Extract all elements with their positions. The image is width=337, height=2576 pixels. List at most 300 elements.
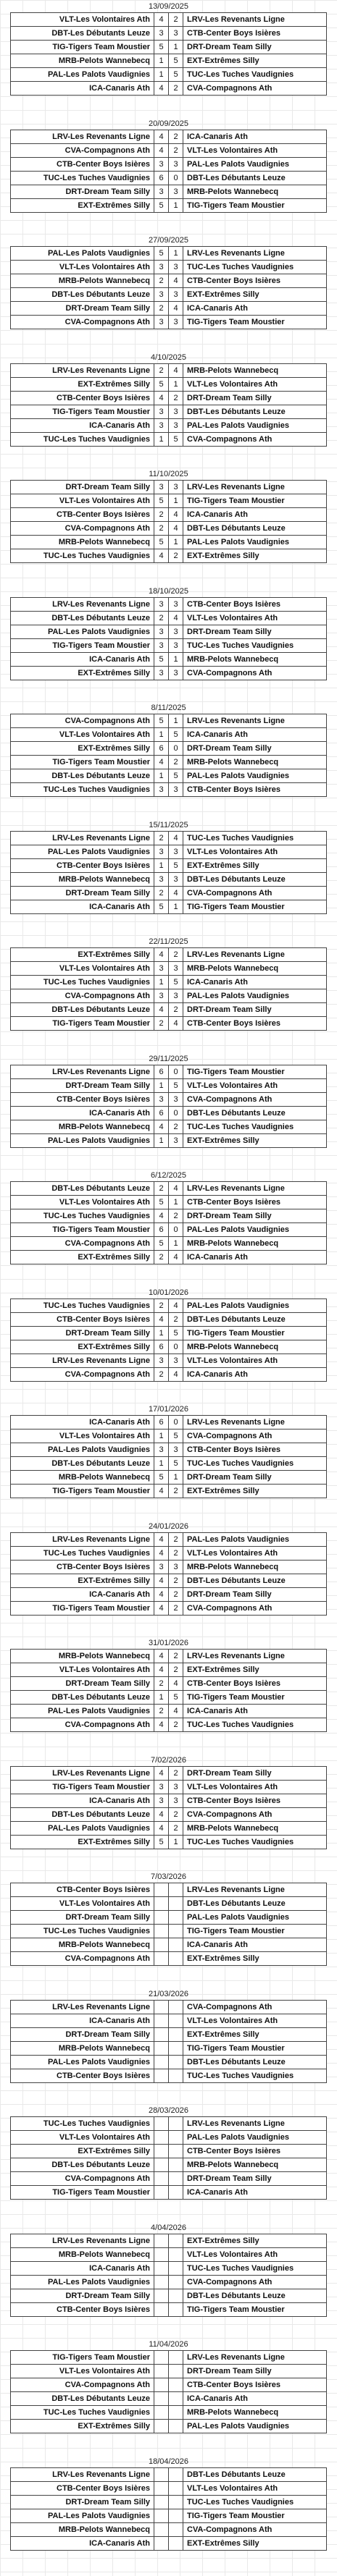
matchday-block <box>10 1 327 96</box>
away-score-cell: 2 <box>169 756 183 769</box>
table-row <box>11 2172 327 2186</box>
away-score-cell: 3 <box>169 1092 183 1106</box>
table-row <box>11 508 327 522</box>
matches-table <box>10 1065 327 1148</box>
home-score-cell: 5 <box>154 536 169 549</box>
away-team-cell: TUC-Les Tuches Vaudignies <box>183 68 327 82</box>
home-team-cell: TUC-Les Tuches Vaudignies <box>11 1298 154 1312</box>
away-score-cell <box>169 1938 183 1952</box>
away-score-cell: 4 <box>169 1367 183 1381</box>
away-score-cell: 0 <box>169 1106 183 1120</box>
matches-table <box>10 1532 327 1616</box>
table-row <box>11 1663 327 1677</box>
home-score-cell: 4 <box>154 1312 169 1326</box>
home-score-cell: 3 <box>154 962 169 976</box>
home-score-cell: 3 <box>154 1092 169 1106</box>
home-score-cell: 4 <box>154 948 169 962</box>
away-score-cell <box>169 2145 183 2158</box>
away-score-cell <box>169 2289 183 2302</box>
home-team-cell: VLT-Les Volontaires Ath <box>11 2131 154 2145</box>
home-score-cell: 3 <box>154 405 169 418</box>
away-team-cell: EXT-Extrêmes Silly <box>183 1133 327 1147</box>
home-team-cell: MRB-Pelots Wannebecq <box>11 1650 154 1663</box>
home-score-cell: 2 <box>154 611 169 625</box>
away-team-cell: VLT-Les Volontaires Ath <box>183 2247 327 2261</box>
away-team-cell: DRT-Dream Team Silly <box>183 41 327 54</box>
home-score-cell: 3 <box>154 185 169 198</box>
home-score-cell: 4 <box>154 549 169 563</box>
away-team-cell: ICA-Canaris Ath <box>183 1251 327 1264</box>
away-score-cell: 4 <box>169 1298 183 1312</box>
away-score-cell: 3 <box>169 1354 183 1367</box>
home-score-cell <box>154 1925 169 1938</box>
away-team-cell: DRT-Dream Team Silly <box>183 2365 327 2378</box>
home-score-cell: 4 <box>154 1718 169 1732</box>
home-team-cell: CTB-Center Boys Isières <box>11 2069 154 2082</box>
home-team-cell: ICA-Canaris Ath <box>11 2536 154 2550</box>
away-score-cell <box>169 2378 183 2392</box>
home-team-cell: MRB-Pelots Wannebecq <box>11 1938 154 1952</box>
away-team-cell: MRB-Pelots Wannebecq <box>183 652 327 666</box>
away-score-cell: 4 <box>169 611 183 625</box>
matchday-block <box>10 936 327 1031</box>
away-score-cell <box>169 2158 183 2172</box>
home-team-cell: PAL-Les Palots Vaudignies <box>11 1443 154 1457</box>
matchday-date: 27/09/2025 <box>148 236 189 245</box>
home-team-cell: DRT-Dream Team Silly <box>11 886 154 900</box>
table-row <box>11 886 327 900</box>
table-row <box>11 1182 327 1196</box>
table-row <box>11 1691 327 1705</box>
matches-table <box>10 831 327 914</box>
away-team-cell: CTB-Center Boys Isières <box>183 27 327 41</box>
table-row <box>11 1430 327 1443</box>
away-score-cell: 4 <box>169 831 183 845</box>
table-row <box>11 549 327 563</box>
table-row <box>11 2420 327 2433</box>
home-team-cell: VLT-Les Volontaires Ath <box>11 962 154 976</box>
home-score-cell: 3 <box>154 157 169 171</box>
home-team-cell: ICA-Canaris Ath <box>11 1106 154 1120</box>
home-score-cell: 5 <box>154 652 169 666</box>
home-team-cell: DBT-Les Débutants Leuze <box>11 2392 154 2406</box>
home-score-cell: 2 <box>154 1367 169 1381</box>
away-team-cell: EXT-Extrêmes Silly <box>183 1485 327 1498</box>
home-score-cell <box>154 2406 169 2420</box>
away-team-cell: DBT-Les Débutants Leuze <box>183 522 327 536</box>
home-team-cell: PAL-Les Palots Vaudignies <box>11 845 154 858</box>
away-score-cell: 5 <box>169 54 183 68</box>
home-score-cell: 4 <box>154 143 169 157</box>
home-team-cell: LRV-Les Revenants Ligne <box>11 597 154 611</box>
home-score-cell <box>154 1911 169 1925</box>
away-score-cell: 2 <box>169 948 183 962</box>
table-row <box>11 2131 327 2145</box>
home-score-cell <box>154 2467 169 2481</box>
away-score-cell: 1 <box>169 198 183 212</box>
home-score-cell: 2 <box>154 1017 169 1031</box>
home-score-cell: 5 <box>154 1237 169 1251</box>
home-team-cell: VLT-Les Volontaires Ath <box>11 261 154 274</box>
table-row <box>11 2234 327 2247</box>
away-score-cell <box>169 2069 183 2082</box>
away-team-cell: MRB-Pelots Wannebecq <box>183 363 327 377</box>
home-team-cell: PAL-Les Palots Vaudignies <box>11 2275 154 2289</box>
home-score-cell: 1 <box>154 728 169 742</box>
table-row <box>11 82 327 96</box>
home-score-cell: 3 <box>154 638 169 652</box>
home-team-cell: ICA-Canaris Ath <box>11 82 154 96</box>
away-score-cell <box>169 2247 183 2261</box>
table-row <box>11 363 327 377</box>
home-team-cell: LRV-Les Revenants Ligne <box>11 363 154 377</box>
home-team-cell: EXT-Extrêmes Silly <box>11 742 154 756</box>
home-score-cell: 3 <box>154 625 169 638</box>
away-score-cell <box>169 2055 183 2069</box>
table-row <box>11 198 327 212</box>
away-score-cell: 4 <box>169 1182 183 1196</box>
home-score-cell: 4 <box>154 1003 169 1017</box>
away-score-cell: 4 <box>169 1251 183 1264</box>
home-team-cell: TUC-Les Tuches Vaudignies <box>11 549 154 563</box>
home-score-cell: 4 <box>154 82 169 96</box>
home-score-cell: 5 <box>154 247 169 261</box>
home-team-cell: LRV-Les Revenants Ligne <box>11 1766 154 1780</box>
table-row <box>11 1532 327 1546</box>
away-score-cell: 3 <box>169 625 183 638</box>
home-score-cell: 1 <box>154 68 169 82</box>
home-team-cell: MRB-Pelots Wannebecq <box>11 274 154 288</box>
home-team-cell: TIG-Tigers Team Moustier <box>11 1780 154 1794</box>
away-score-cell <box>169 1925 183 1938</box>
away-team-cell: CTB-Center Boys Isières <box>183 2145 327 2158</box>
home-team-cell: DRT-Dream Team Silly <box>11 2495 154 2509</box>
table-row <box>11 1546 327 1560</box>
away-score-cell: 5 <box>169 1691 183 1705</box>
away-score-cell: 1 <box>169 1196 183 1209</box>
away-team-cell: ICA-Canaris Ath <box>183 1705 327 1718</box>
table-row <box>11 989 327 1003</box>
home-team-cell: DRT-Dream Team Silly <box>11 1677 154 1691</box>
table-row <box>11 1677 327 1691</box>
home-team-cell: EXT-Extrêmes Silly <box>11 1340 154 1354</box>
table-row <box>11 1003 327 1017</box>
home-score-cell: 4 <box>154 1663 169 1677</box>
home-team-cell: MRB-Pelots Wannebecq <box>11 2041 154 2055</box>
table-row <box>11 1106 327 1120</box>
home-score-cell: 4 <box>154 130 169 143</box>
matches-table <box>10 714 327 797</box>
home-score-cell: 1 <box>154 54 169 68</box>
home-score-cell: 1 <box>154 1430 169 1443</box>
home-score-cell: 2 <box>154 274 169 288</box>
away-score-cell <box>169 2509 183 2522</box>
matchday-block <box>10 1521 327 1616</box>
home-score-cell <box>154 2509 169 2522</box>
home-score-cell: 3 <box>154 597 169 611</box>
table-row <box>11 1883 327 1897</box>
home-team-cell: TUC-Les Tuches Vaudignies <box>11 1925 154 1938</box>
home-score-cell <box>154 2302 169 2316</box>
table-row <box>11 481 327 494</box>
home-team-cell: CVA-Compagnons Ath <box>11 1237 154 1251</box>
away-team-cell: DRT-Dream Team Silly <box>183 2172 327 2186</box>
away-team-cell: TIG-Tigers Team Moustier <box>183 2041 327 2055</box>
away-team-cell: EXT-Extrêmes Silly <box>183 2234 327 2247</box>
away-team-cell: TUC-Les Tuches Vaudignies <box>183 2261 327 2275</box>
home-team-cell: PAL-Les Palots Vaudignies <box>11 1705 154 1718</box>
away-team-cell: VLT-Les Volontaires Ath <box>183 2014 327 2027</box>
table-row <box>11 536 327 549</box>
home-team-cell: VLT-Les Volontaires Ath <box>11 13 154 27</box>
home-score-cell: 2 <box>154 886 169 900</box>
home-score-cell <box>154 1952 169 1966</box>
away-team-cell: CVA-Compagnons Ath <box>183 666 327 680</box>
home-team-cell: CTB-Center Boys Isières <box>11 2481 154 2495</box>
away-team-cell: MRB-Pelots Wannebecq <box>183 2158 327 2172</box>
home-score-cell: 3 <box>154 27 169 41</box>
home-team-cell: ICA-Canaris Ath <box>11 1794 154 1807</box>
home-score-cell <box>154 2186 169 2200</box>
table-row <box>11 41 327 54</box>
away-team-cell: TIG-Tigers Team Moustier <box>183 1925 327 1938</box>
home-team-cell: DRT-Dream Team Silly <box>11 2027 154 2041</box>
away-score-cell: 2 <box>169 1532 183 1546</box>
table-row <box>11 1120 327 1133</box>
home-score-cell: 3 <box>154 783 169 797</box>
away-team-cell: CTB-Center Boys Isières <box>183 1443 327 1457</box>
away-score-cell: 1 <box>169 1471 183 1485</box>
home-team-cell: CTB-Center Boys Isières <box>11 1883 154 1897</box>
matches-table <box>10 363 327 447</box>
matchday-block <box>10 1754 327 1849</box>
matchday-block <box>10 1287 327 1382</box>
matchday-date: 17/01/2026 <box>148 1405 189 1414</box>
matchday-date: 22/11/2025 <box>149 937 188 946</box>
away-team-cell: LRV-Les Revenants Ligne <box>183 2351 327 2365</box>
home-score-cell <box>154 2392 169 2406</box>
home-team-cell: EXT-Extrêmes Silly <box>11 2145 154 2158</box>
home-score-cell: 6 <box>154 1223 169 1237</box>
home-score-cell <box>154 2014 169 2027</box>
table-row <box>11 1340 327 1354</box>
away-team-cell: EXT-Extrêmes Silly <box>183 2536 327 2550</box>
away-score-cell <box>169 2000 183 2014</box>
away-team-cell: DBT-Les Débutants Leuze <box>183 2289 327 2302</box>
matches-table <box>10 2116 327 2200</box>
matchday-date: 29/11/2025 <box>149 1054 188 1063</box>
table-row <box>11 1326 327 1340</box>
away-team-cell: LRV-Les Revenants Ligne <box>183 2117 327 2131</box>
home-team-cell: TIG-Tigers Team Moustier <box>11 1485 154 1498</box>
away-team-cell: ICA-Canaris Ath <box>183 302 327 316</box>
home-score-cell: 4 <box>154 1587 169 1601</box>
away-team-cell: PAL-Les Palots Vaudignies <box>183 1532 327 1546</box>
away-score-cell: 0 <box>169 1065 183 1078</box>
away-team-cell: DBT-Les Débutants Leuze <box>183 2055 327 2069</box>
home-team-cell: MRB-Pelots Wannebecq <box>11 2247 154 2261</box>
away-score-cell: 1 <box>169 714 183 728</box>
home-team-cell: DRT-Dream Team Silly <box>11 1078 154 1092</box>
home-score-cell <box>154 2289 169 2302</box>
away-team-cell: VLT-Les Volontaires Ath <box>183 611 327 625</box>
away-team-cell: PAL-Les Palots Vaudignies <box>183 769 327 783</box>
home-score-cell: 5 <box>154 377 169 391</box>
away-team-cell: CVA-Compagnons Ath <box>183 1430 327 1443</box>
matchday-date: 20/09/2025 <box>148 119 189 128</box>
away-score-cell: 0 <box>169 1340 183 1354</box>
home-score-cell: 3 <box>154 1354 169 1367</box>
away-score-cell <box>169 2234 183 2247</box>
away-score-cell: 2 <box>169 13 183 27</box>
table-row <box>11 13 327 27</box>
away-team-cell: DRT-Dream Team Silly <box>183 742 327 756</box>
table-row <box>11 2302 327 2316</box>
away-team-cell: TUC-Les Tuches Vaudignies <box>183 1120 327 1133</box>
away-score-cell <box>169 2302 183 2316</box>
away-team-cell: DBT-Les Débutants Leuze <box>183 2467 327 2481</box>
matchday-block <box>10 586 327 680</box>
home-team-cell: DRT-Dream Team Silly <box>11 1911 154 1925</box>
home-score-cell: 4 <box>154 756 169 769</box>
home-team-cell: TIG-Tigers Team Moustier <box>11 756 154 769</box>
away-team-cell: TIG-Tigers Team Moustier <box>183 2302 327 2316</box>
away-score-cell: 2 <box>169 391 183 405</box>
away-score-cell: 1 <box>169 1237 183 1251</box>
away-score-cell: 3 <box>169 872 183 886</box>
away-team-cell: ICA-Canaris Ath <box>183 2392 327 2406</box>
table-row <box>11 1650 327 1663</box>
table-row <box>11 756 327 769</box>
table-row <box>11 2406 327 2420</box>
away-score-cell: 0 <box>169 1223 183 1237</box>
home-score-cell: 1 <box>154 976 169 989</box>
home-team-cell: EXT-Extrêmes Silly <box>11 948 154 962</box>
table-row <box>11 962 327 976</box>
home-team-cell: VLT-Les Volontaires Ath <box>11 494 154 508</box>
away-score-cell <box>169 2117 183 2131</box>
home-team-cell: CTB-Center Boys Isières <box>11 858 154 872</box>
away-team-cell: ICA-Canaris Ath <box>183 508 327 522</box>
table-row <box>11 872 327 886</box>
home-score-cell: 4 <box>154 13 169 27</box>
home-team-cell: LRV-Les Revenants Ligne <box>11 2000 154 2014</box>
home-score-cell <box>154 2365 169 2378</box>
away-team-cell: LRV-Les Revenants Ligne <box>183 714 327 728</box>
away-team-cell: TIG-Tigers Team Moustier <box>183 1065 327 1078</box>
home-score-cell <box>154 2145 169 2158</box>
away-team-cell: LRV-Les Revenants Ligne <box>183 1883 327 1897</box>
home-team-cell: PAL-Les Palots Vaudignies <box>11 1821 154 1835</box>
matchday-date: 15/11/2025 <box>149 820 188 829</box>
away-team-cell: LRV-Les Revenants Ligne <box>183 1650 327 1663</box>
table-row <box>11 2158 327 2172</box>
home-score-cell: 5 <box>154 198 169 212</box>
home-team-cell: CVA-Compagnons Ath <box>11 1952 154 1966</box>
away-score-cell: 2 <box>169 1485 183 1498</box>
home-team-cell: PAL-Les Palots Vaudignies <box>11 247 154 261</box>
matchday-block <box>10 2339 327 2433</box>
table-row <box>11 1092 327 1106</box>
table-row <box>11 976 327 989</box>
away-score-cell: 3 <box>169 481 183 494</box>
away-score-cell: 0 <box>169 171 183 185</box>
away-score-cell: 2 <box>169 1718 183 1732</box>
away-score-cell: 2 <box>169 1663 183 1677</box>
away-team-cell: TIG-Tigers Team Moustier <box>183 2509 327 2522</box>
table-row <box>11 2536 327 2550</box>
away-score-cell: 4 <box>169 363 183 377</box>
home-score-cell: 1 <box>154 1326 169 1340</box>
home-team-cell: TUC-Les Tuches Vaudignies <box>11 1546 154 1560</box>
table-row <box>11 2481 327 2495</box>
home-score-cell <box>154 2481 169 2495</box>
home-score-cell: 3 <box>154 845 169 858</box>
away-score-cell: 4 <box>169 522 183 536</box>
home-team-cell: MRB-Pelots Wannebecq <box>11 54 154 68</box>
home-team-cell: EXT-Extrêmes Silly <box>11 198 154 212</box>
away-team-cell: TUC-Les Tuches Vaudignies <box>183 2069 327 2082</box>
away-team-cell: PAL-Les Palots Vaudignies <box>183 418 327 432</box>
away-score-cell: 1 <box>169 1835 183 1849</box>
home-score-cell: 2 <box>154 1677 169 1691</box>
home-score-cell: 1 <box>154 1078 169 1092</box>
table-row <box>11 1601 327 1615</box>
matchday-date: 11/10/2025 <box>149 470 188 478</box>
home-score-cell: 6 <box>154 742 169 756</box>
matchday-block <box>10 702 327 797</box>
table-row <box>11 2145 327 2158</box>
away-team-cell: ICA-Canaris Ath <box>183 1367 327 1381</box>
home-team-cell: ICA-Canaris Ath <box>11 2014 154 2027</box>
home-team-cell: DBT-Les Débutants Leuze <box>11 1003 154 1017</box>
home-score-cell: 2 <box>154 302 169 316</box>
home-team-cell: PAL-Les Palots Vaudignies <box>11 625 154 638</box>
home-score-cell: 4 <box>154 1485 169 1498</box>
home-team-cell: EXT-Extrêmes Silly <box>11 377 154 391</box>
away-team-cell: LRV-Les Revenants Ligne <box>183 1416 327 1430</box>
matchday-date: 4/10/2025 <box>151 352 186 362</box>
home-team-cell: DRT-Dream Team Silly <box>11 481 154 494</box>
away-score-cell <box>169 2027 183 2041</box>
home-score-cell <box>154 2275 169 2289</box>
home-score-cell: 3 <box>154 1560 169 1574</box>
away-score-cell: 4 <box>169 886 183 900</box>
home-score-cell: 6 <box>154 1065 169 1078</box>
away-score-cell: 4 <box>169 1017 183 1031</box>
home-team-cell: TIG-Tigers Team Moustier <box>11 1017 154 1031</box>
away-score-cell: 3 <box>169 1794 183 1807</box>
away-score-cell <box>169 2392 183 2406</box>
home-score-cell: 5 <box>154 1471 169 1485</box>
home-score-cell <box>154 2247 169 2261</box>
away-team-cell: PAL-Les Palots Vaudignies <box>183 1223 327 1237</box>
away-score-cell <box>169 2406 183 2420</box>
away-score-cell: 3 <box>169 1560 183 1574</box>
home-team-cell: TIG-Tigers Team Moustier <box>11 638 154 652</box>
away-score-cell: 3 <box>169 288 183 302</box>
away-team-cell: DRT-Dream Team Silly <box>183 1587 327 1601</box>
matches-table <box>10 1298 327 1382</box>
home-team-cell: ICA-Canaris Ath <box>11 418 154 432</box>
away-team-cell: DRT-Dream Team Silly <box>183 391 327 405</box>
matchday-date: 6/12/2025 <box>151 1171 186 1180</box>
table-row <box>11 2495 327 2509</box>
away-score-cell: 5 <box>169 728 183 742</box>
home-team-cell: DRT-Dream Team Silly <box>11 2289 154 2302</box>
table-row <box>11 1718 327 1732</box>
home-score-cell: 2 <box>154 1251 169 1264</box>
